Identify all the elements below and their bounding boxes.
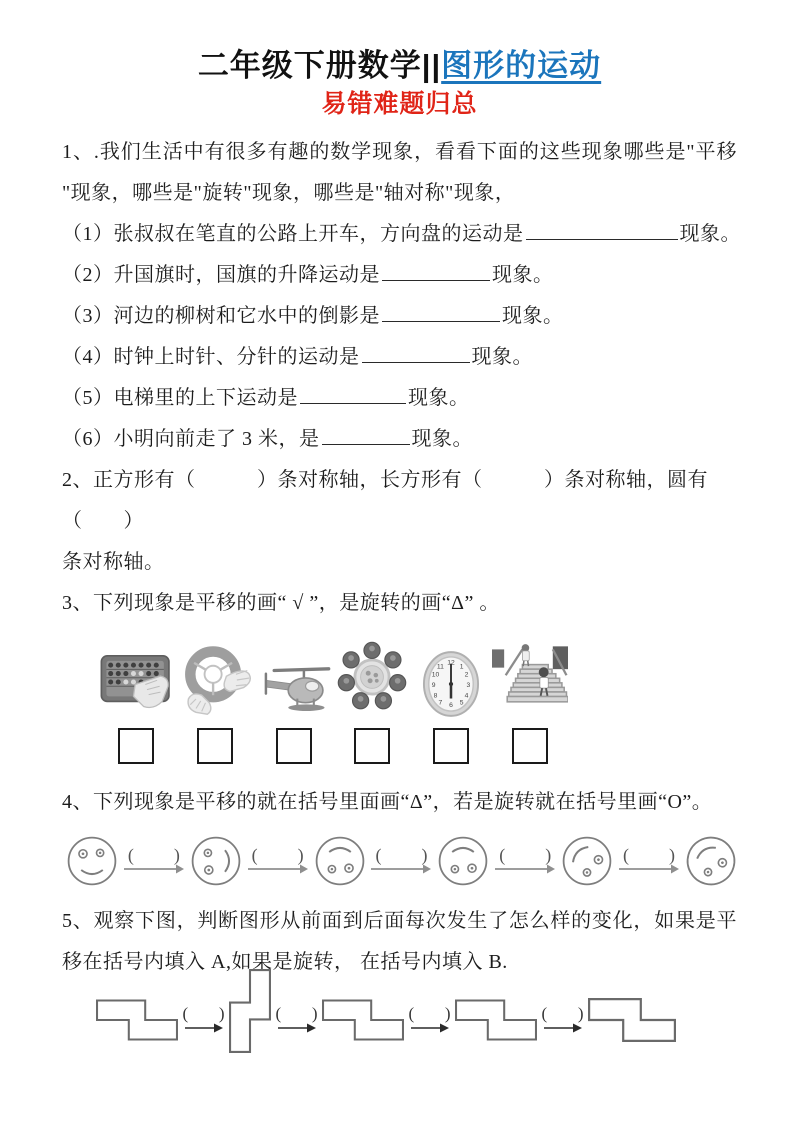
paren-open: ( bbox=[408, 1004, 415, 1023]
q1-item-5-text: （5）电梯里的上下运动是 bbox=[62, 387, 298, 409]
arrow-right-icon bbox=[278, 1022, 316, 1034]
q1-item-2 bbox=[62, 255, 737, 296]
paren-open: ( bbox=[499, 845, 506, 865]
z-shape-horizontal-icon-1 bbox=[96, 999, 178, 1041]
paren-open: ( bbox=[182, 1004, 189, 1023]
svg-text:8: 8 bbox=[433, 692, 438, 700]
svg-text:6: 6 bbox=[449, 702, 454, 710]
paren-open: ( bbox=[251, 845, 258, 865]
q4-faces-row bbox=[64, 831, 739, 891]
smiley-face-icon-4 bbox=[435, 831, 491, 891]
clock-icon bbox=[413, 650, 489, 718]
q1-item-6 bbox=[62, 419, 737, 460]
arrow-right-icon bbox=[544, 1022, 582, 1034]
q1-item-2-text: （2）升国旗时，国旗的升降运动是 bbox=[62, 264, 380, 286]
q4-step-1 bbox=[123, 847, 185, 875]
paren-close: ) bbox=[577, 1004, 584, 1023]
paren-open: ( bbox=[275, 1004, 282, 1023]
q4-step-4 bbox=[494, 847, 556, 875]
smiley-face-icon-6 bbox=[683, 831, 739, 891]
question-5 bbox=[62, 901, 737, 983]
q5-step-2 bbox=[274, 1006, 320, 1034]
question-1 bbox=[62, 132, 741, 460]
q2-line2: 条对称轴。 bbox=[62, 551, 165, 573]
q4-paren-slot-3[interactable] bbox=[375, 847, 427, 863]
paren-open: ( bbox=[127, 845, 134, 865]
paren-close: ) bbox=[311, 1004, 318, 1023]
q1-item-5-suffix: 现象。 bbox=[408, 387, 470, 409]
q1-item-1 bbox=[62, 214, 741, 255]
svg-text:1: 1 bbox=[459, 663, 464, 671]
q1-item-5-blank[interactable] bbox=[300, 383, 406, 404]
paren-close: ) bbox=[444, 1004, 451, 1023]
q3-answer-box-6[interactable] bbox=[512, 728, 548, 764]
q3-answer-box-4[interactable] bbox=[354, 728, 390, 764]
q5-line1: 5、观察下图，判断图形从前面到后面每次发生了怎么样的变化，如果是平 bbox=[62, 910, 737, 932]
q5-paren-slot-2[interactable] bbox=[276, 1006, 318, 1022]
arrow-right-icon bbox=[619, 863, 679, 875]
svg-text:9: 9 bbox=[431, 681, 436, 689]
q4-paren-slot-4[interactable] bbox=[499, 847, 551, 863]
q1-item-6-text: （6）小明向前走了 3 米，是 bbox=[62, 428, 320, 450]
smiley-face-icon-3 bbox=[312, 831, 368, 891]
q5-line2: 移在括号内填入 A,如果是旋转， 在括号内填入 B. bbox=[62, 951, 508, 973]
arrow-right-icon bbox=[185, 1022, 223, 1034]
q1-item-5 bbox=[62, 378, 737, 419]
paren-close: ) bbox=[421, 845, 428, 865]
q4-paren-slot-1[interactable] bbox=[128, 847, 180, 863]
svg-text:12: 12 bbox=[447, 659, 455, 667]
svg-text:7: 7 bbox=[438, 699, 443, 707]
page-subtitle: 易错难题归总 bbox=[321, 90, 478, 118]
question-2 bbox=[62, 460, 737, 583]
q1-item-4 bbox=[62, 337, 737, 378]
q1-item-1-suffix: 现象。 bbox=[679, 223, 741, 245]
spinning-ride-icon bbox=[334, 636, 410, 718]
svg-text:5: 5 bbox=[459, 699, 464, 707]
svg-text:4: 4 bbox=[464, 692, 469, 700]
paren-close: ) bbox=[545, 845, 552, 865]
helicopter-icon bbox=[256, 656, 332, 718]
title-blue-part[interactable]: 图形的运动 bbox=[441, 48, 602, 83]
q1-item-1-text: （1）张叔叔在笔直的公路上开车，方向盘的运动是 bbox=[62, 223, 524, 245]
q1-intro-line2: "现象，哪些是"旋转"现象，哪些是"轴对称"现象， bbox=[62, 182, 516, 204]
arrow-right-icon bbox=[495, 863, 555, 875]
q4-paren-slot-2[interactable] bbox=[252, 847, 304, 863]
q1-item-1-blank[interactable] bbox=[526, 219, 678, 240]
q3-answer-box-3[interactable] bbox=[276, 728, 312, 764]
q5-step-3 bbox=[407, 1006, 453, 1034]
q5-paren-slot-3[interactable] bbox=[409, 1006, 451, 1022]
q4-step-3 bbox=[370, 847, 432, 875]
paren-open: ( bbox=[623, 845, 630, 865]
paren-open: ( bbox=[541, 1004, 548, 1023]
z-shape-vertical-icon bbox=[229, 969, 271, 1053]
q5-paren-slot-4[interactable] bbox=[542, 1006, 584, 1022]
q1-intro-line1: 1、.我们生活中有很多有趣的数学现象，看看下面的这些现象哪些是"平移 bbox=[62, 141, 737, 163]
paren-close: ) bbox=[669, 845, 676, 865]
q3-picture-row bbox=[98, 634, 568, 718]
svg-text:10: 10 bbox=[431, 671, 440, 679]
q1-item-4-suffix: 现象。 bbox=[471, 346, 533, 368]
page-title bbox=[62, 46, 737, 86]
title-black-part: 二年级下册数学|| bbox=[197, 48, 442, 83]
paren-close: ) bbox=[173, 845, 180, 865]
paren-close: ) bbox=[297, 845, 304, 865]
q1-item-3 bbox=[62, 296, 737, 337]
smiley-face-icon-2 bbox=[188, 831, 244, 891]
q2-line1: 2、正方形有（ ）条对称轴，长方形有（ ）条对称轴，圆有（ ） bbox=[62, 469, 708, 532]
q1-item-6-suffix: 现象。 bbox=[411, 428, 473, 450]
z-shape-horizontal-icon-2 bbox=[322, 999, 404, 1041]
q3-answer-box-5[interactable] bbox=[433, 728, 469, 764]
q4-step-2 bbox=[247, 847, 309, 875]
q1-item-2-suffix: 现象。 bbox=[492, 264, 554, 286]
svg-text:11: 11 bbox=[437, 663, 445, 671]
q5-step-1 bbox=[181, 1006, 227, 1034]
q1-item-3-suffix: 现象。 bbox=[502, 305, 564, 327]
question-3 bbox=[62, 583, 737, 624]
q1-item-2-blank[interactable] bbox=[382, 260, 490, 281]
arrow-right-icon bbox=[248, 863, 308, 875]
arrow-right-icon bbox=[124, 863, 184, 875]
abacus-with-hand-icon bbox=[98, 646, 174, 718]
children-on-stairs-icon bbox=[492, 634, 568, 718]
q4-step-5 bbox=[618, 847, 680, 875]
q5-shapes-row bbox=[96, 987, 676, 1053]
q1-item-3-blank[interactable] bbox=[382, 301, 500, 322]
q3-prompt: 3、下列现象是平移的画“ √ ”，是旋转的画“Δ” 。 bbox=[62, 592, 500, 614]
arrow-right-icon bbox=[411, 1022, 449, 1034]
smiley-face-icon-5 bbox=[559, 831, 615, 891]
arrow-right-icon bbox=[371, 863, 431, 875]
question-4 bbox=[62, 782, 737, 823]
paren-close: ) bbox=[218, 1004, 225, 1023]
q1-item-6-blank[interactable] bbox=[322, 424, 410, 445]
q1-item-4-text: （4）时钟上时针、分针的运动是 bbox=[62, 346, 360, 368]
steering-wheel-icon bbox=[177, 642, 253, 718]
q5-paren-slot-1[interactable] bbox=[183, 1006, 225, 1022]
q4-prompt: 4、下列现象是平移的就在括号里面画“Δ”，若是旋转就在括号里画“O”。 bbox=[62, 791, 713, 813]
svg-text:2: 2 bbox=[464, 671, 469, 679]
q3-answer-box-2[interactable] bbox=[197, 728, 233, 764]
q3-answer-box-1[interactable] bbox=[118, 728, 154, 764]
q1-item-4-blank[interactable] bbox=[362, 342, 470, 363]
z-shape-horizontal-icon-3 bbox=[455, 999, 537, 1041]
q3-answer-box-row bbox=[98, 728, 568, 764]
q4-paren-slot-5[interactable] bbox=[623, 847, 675, 863]
svg-text:3: 3 bbox=[466, 681, 471, 689]
q5-step-4 bbox=[540, 1006, 586, 1034]
z-shape-horizontal-icon-4 bbox=[588, 998, 676, 1042]
q1-item-3-text: （3）河边的柳树和它水中的倒影是 bbox=[62, 305, 380, 327]
paren-open: ( bbox=[375, 845, 382, 865]
smiley-face-icon-1 bbox=[64, 831, 120, 891]
